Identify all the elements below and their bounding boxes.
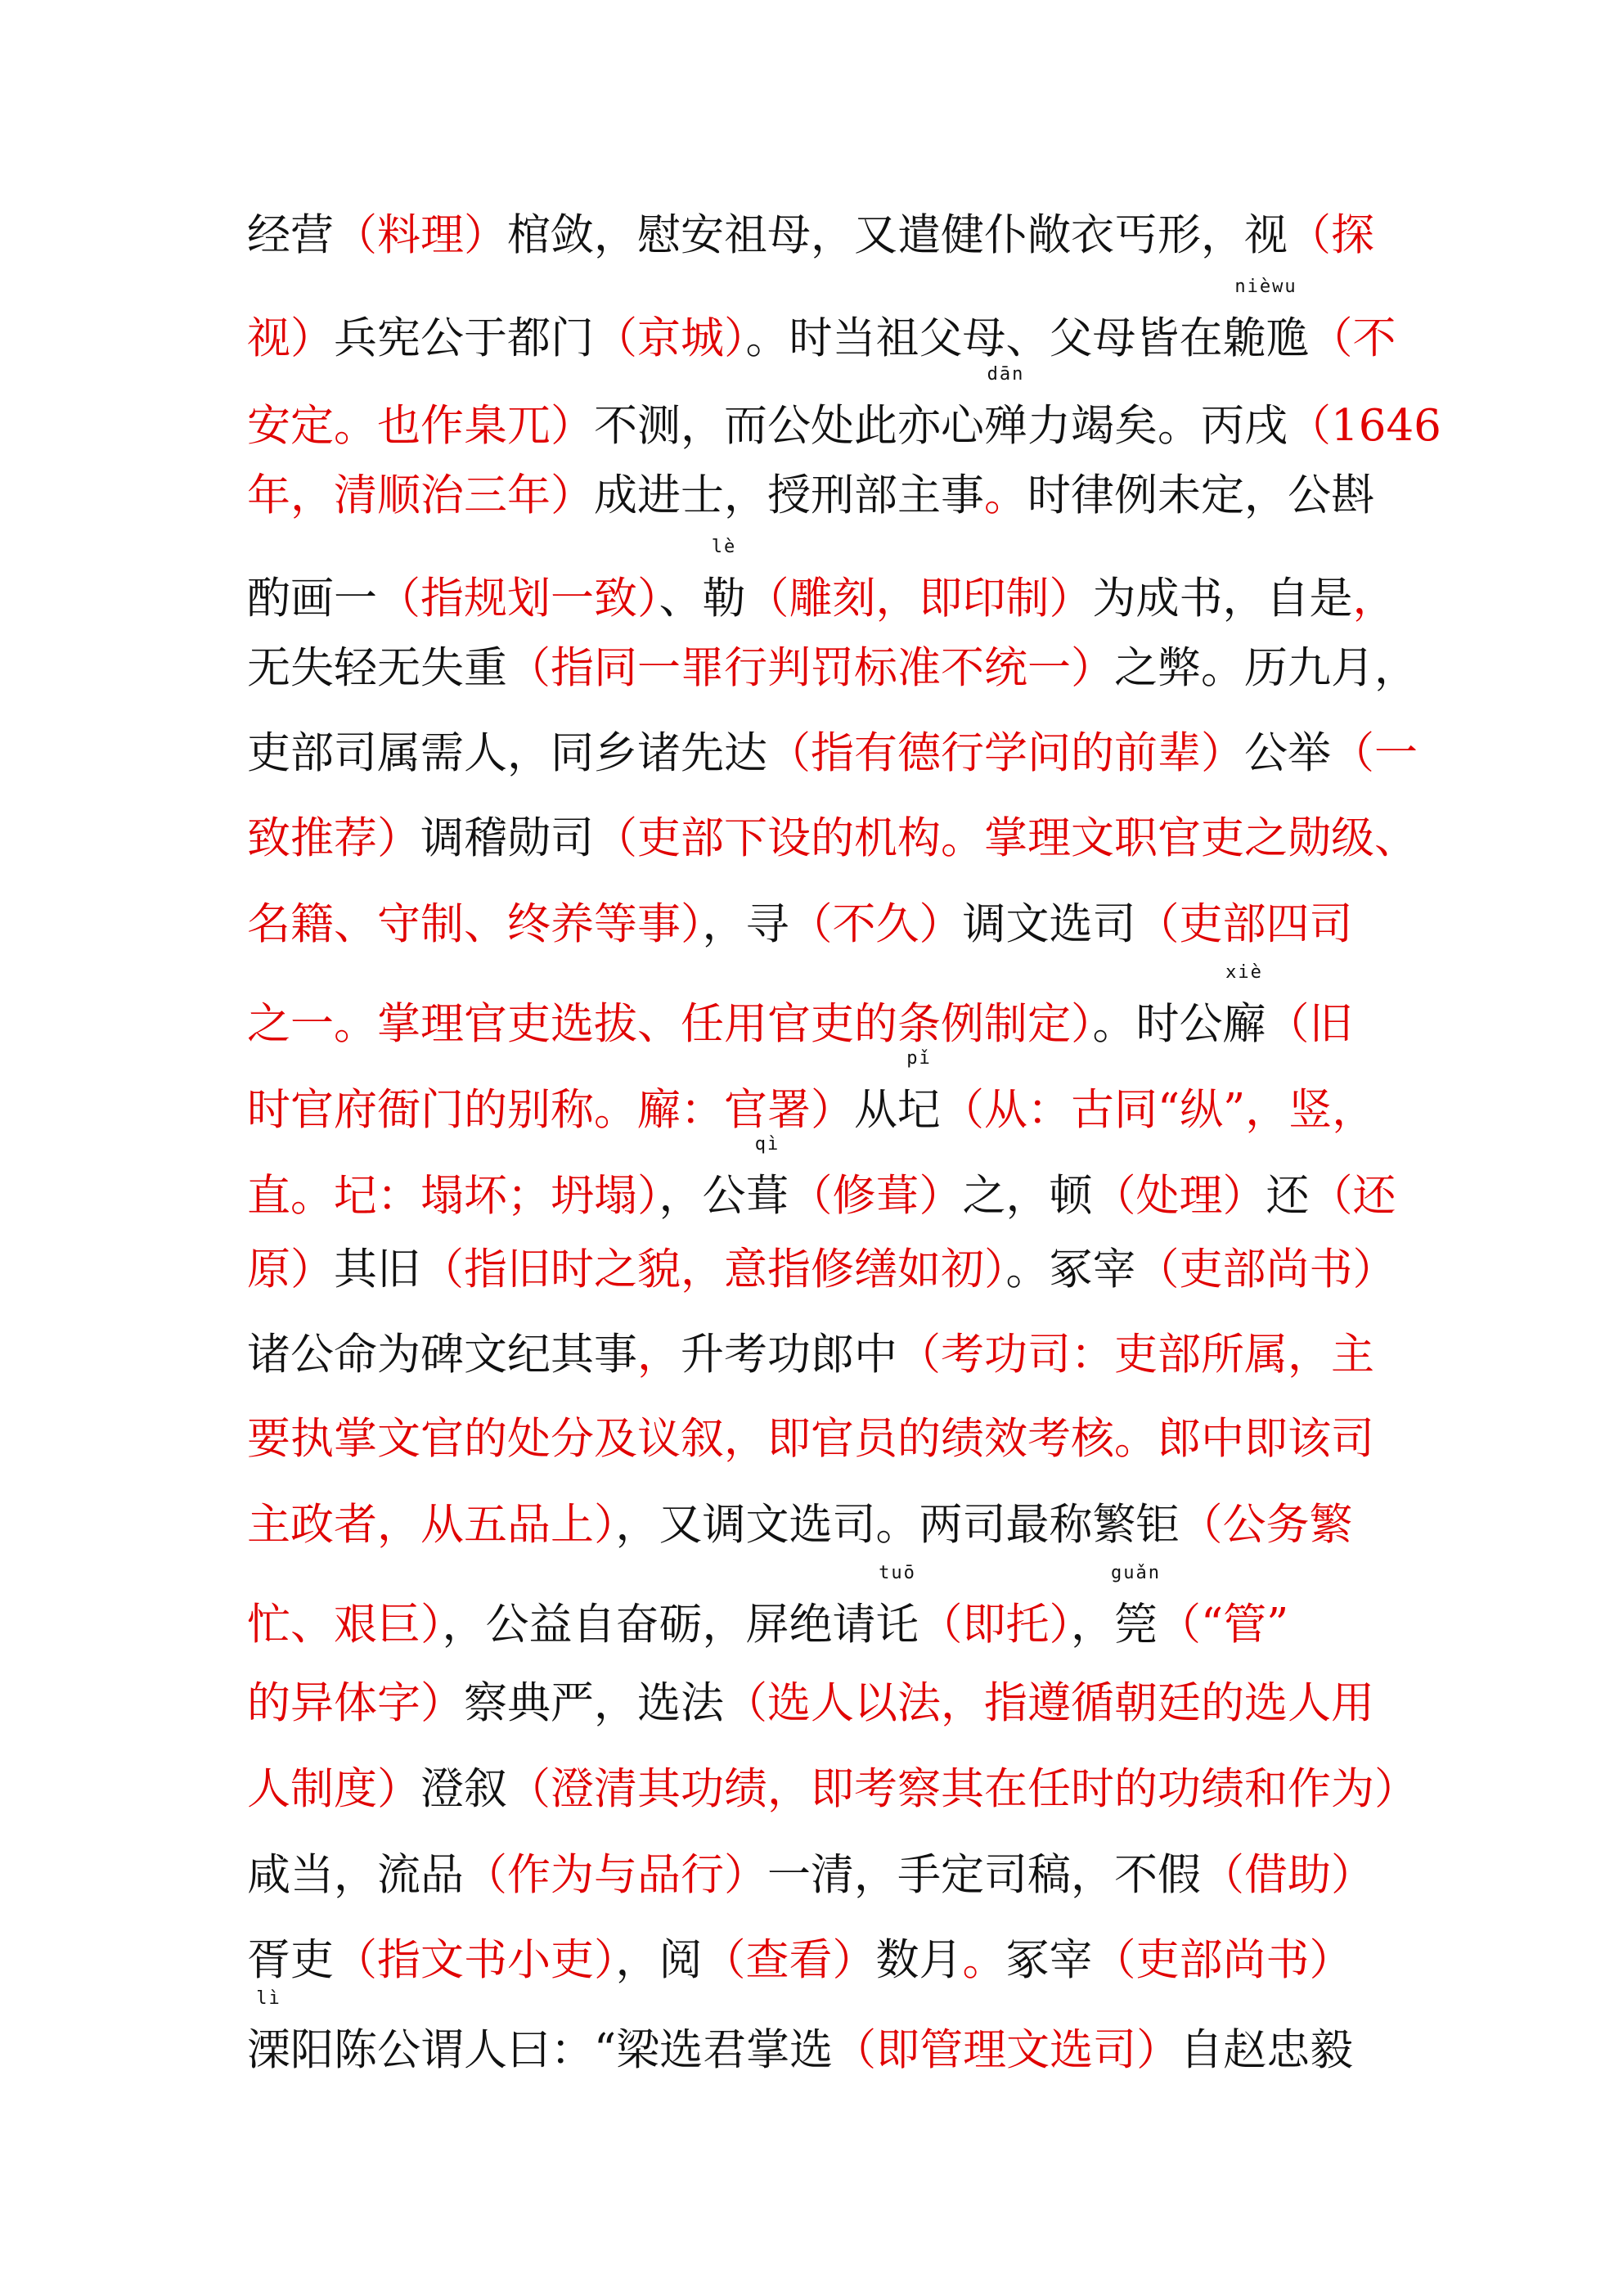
ruby-char — [1222, 962, 1266, 1051]
annotation-segment: （查看） — [702, 1935, 876, 1985]
text-line-11 — [247, 1048, 1384, 1137]
pinyin-annotation: dān — [987, 364, 1025, 385]
annotation-segment: （澄清其功绩，即考察其在任时的功绩和作为） — [507, 1764, 1418, 1814]
annotation-segment: （即托） — [919, 1600, 1071, 1650]
text-segment: 无失轻无失重 — [247, 643, 507, 693]
text-segment: ，阅 — [615, 1935, 703, 1985]
annotation-segment: 时官府衙门的别称。廨：官署） — [247, 1085, 854, 1135]
text-segment: 、 — [659, 574, 703, 624]
annotation-segment: （公务繁 — [1179, 1500, 1353, 1550]
text-segment: 经营 — [247, 210, 334, 260]
text-segment: 自赵忠毅 — [1180, 2025, 1354, 2075]
pinyin-annotation: qì — [754, 1134, 780, 1155]
text-segment: ，公 — [659, 1171, 746, 1221]
text-line-8 — [247, 813, 1418, 865]
ruby-char — [875, 1563, 919, 1651]
annotation-segment: （一 — [1331, 728, 1418, 778]
text-segment: 升考功郎中 — [681, 1330, 897, 1380]
annotation-segment: （吏部尚书） — [1135, 1245, 1396, 1294]
ruby-base-text: 廨 — [1222, 999, 1266, 1049]
annotation-segment: ， — [637, 1330, 681, 1380]
ruby-base-text: 讬 — [875, 1600, 919, 1650]
text-segment: 还 — [1266, 1171, 1310, 1221]
annotation-segment: 。 — [984, 470, 1027, 520]
text-segment: 其旧 — [334, 1245, 420, 1294]
text-segment: 察典严，选法 — [464, 1678, 724, 1728]
annotation-segment: 。 — [962, 1935, 1006, 1985]
annotation-segment: （探 — [1288, 210, 1374, 260]
ruby-char — [897, 1048, 941, 1137]
text-segment: ，寻 — [702, 899, 789, 949]
text-line-15 — [247, 1413, 1384, 1465]
ruby-char — [1111, 1563, 1161, 1651]
annotation-segment: （1646 — [1288, 401, 1441, 451]
text-line-7 — [247, 727, 1418, 780]
ruby-base-text: 葺 — [745, 1171, 789, 1221]
annotation-segment: （指同一罪行判罚标准不统一） — [507, 643, 1114, 693]
annotation-segment: （选人以法，指遵循朝廷的选人用 — [724, 1678, 1374, 1728]
text-segment: 兵宪公于都门 — [334, 313, 594, 363]
pinyin-annotation: xiè — [1225, 962, 1263, 983]
ruby-char — [1136, 1499, 1180, 1551]
text-segment: 为成书，自是 — [1092, 574, 1353, 624]
annotation-segment: 要执掌文官的处分及议叙，即官员的绩效考核。郎中即该司 — [247, 1414, 1374, 1464]
text-segment: 。冢宰 — [1005, 1245, 1136, 1294]
annotation-segment: 主政者，从五品上） — [247, 1500, 616, 1550]
annotation-segment: （考功司：吏部所属，主 — [897, 1330, 1374, 1380]
annotation-segment: ， — [1352, 574, 1396, 624]
ruby-base-text: 圮 — [897, 1085, 941, 1135]
annotation-segment: 人制度） — [247, 1764, 420, 1814]
ruby-base-text: 臲卼 — [1222, 313, 1310, 363]
text-segment: 从 — [854, 1085, 897, 1135]
annotation-segment: （吏部四司 — [1135, 899, 1353, 949]
ruby-char — [247, 1988, 290, 2077]
text-segment: 吏部司属需人，同乡诸先达 — [247, 728, 767, 778]
annotation-segment: 名籍、守制、终养等事） — [247, 899, 703, 949]
annotation-segment: （从：古同“纵”，竖， — [941, 1085, 1376, 1135]
annotation-segment: 安定。也作臬兀） — [247, 401, 594, 451]
ruby-char — [984, 364, 1027, 452]
annotation-segment: 年，清顺治三年） — [247, 470, 594, 520]
text-line-10 — [247, 962, 1384, 1051]
text-segment: 诸公命为碑文纪其事 — [247, 1330, 637, 1380]
text-segment: 棺敛，慰安祖母，又遣健仆敞衣丐形，视 — [507, 210, 1288, 260]
text-segment: 力竭矣。丙戌 — [1027, 401, 1288, 451]
text-segment: 公举 — [1244, 728, 1331, 778]
text-segment: 。时公 — [1092, 999, 1223, 1049]
text-segment: 胥吏 — [247, 1935, 334, 1985]
annotation-segment: （修葺） — [789, 1171, 963, 1221]
text-segment: ，又调文选司。两司最称繁 — [615, 1500, 1136, 1550]
text-line-12 — [247, 1134, 1396, 1222]
text-segment: 之，顿 — [962, 1171, 1093, 1221]
text-line-3 — [247, 364, 1441, 452]
text-segment: 咸当，流品 — [247, 1850, 464, 1900]
text-line-14 — [247, 1329, 1384, 1381]
text-segment: 时律例未定，公斟 — [1027, 470, 1374, 520]
text-line-13 — [247, 1244, 1396, 1296]
text-line-18 — [247, 1677, 1384, 1730]
pinyin-annotation: lì — [256, 1988, 281, 2009]
pinyin-annotation: tuō — [879, 1563, 916, 1583]
text-line-5 — [247, 537, 1396, 625]
text-segment: ，公益自奋砺，屏绝请 — [442, 1600, 876, 1650]
ruby-base-text: 溧 — [247, 2025, 290, 2075]
text-segment: 不测，而公处此亦心 — [594, 401, 984, 451]
annotation-segment: （即管理文选司） — [833, 2025, 1180, 2075]
text-segment: 之弊。历九月， — [1114, 643, 1418, 693]
pinyin-annotation: guǎn — [1111, 1563, 1161, 1583]
annotation-segment: （指旧时之貌，意指修缮如初） — [420, 1245, 1006, 1294]
text-segment: 成进士，授刑部主事 — [594, 470, 984, 520]
text-line-16 — [247, 1499, 1384, 1551]
ruby-char — [1222, 277, 1310, 365]
text-line-1 — [247, 209, 1384, 262]
text-segment: 澄叙 — [420, 1764, 507, 1814]
pinyin-annotation: pǐ — [906, 1048, 932, 1069]
text-line-19 — [247, 1763, 1418, 1816]
text-line-17 — [247, 1563, 1384, 1651]
text-line-22 — [247, 1988, 1384, 2077]
text-segment: 调稽勋司 — [420, 813, 594, 863]
text-segment: 阳陈公谓人曰：“梁选君掌选 — [290, 2025, 834, 2075]
annotation-segment: （指有德行学问的前辈） — [767, 728, 1244, 778]
text-line-21 — [247, 1934, 1384, 1987]
ruby-base-text: 筦 — [1114, 1600, 1158, 1650]
annotation-segment: 原） — [247, 1245, 334, 1294]
annotation-segment: 直。圮：塌坏；坍塌） — [247, 1171, 659, 1221]
text-line-20 — [247, 1849, 1384, 1902]
annotation-segment: （料理） — [334, 210, 507, 260]
text-segment: 调文选司 — [962, 899, 1136, 949]
ruby-base-text: 殚 — [984, 401, 1027, 451]
text-segment: 数月 — [875, 1935, 963, 1985]
text-segment: 酌画一 — [247, 574, 377, 624]
text-line-9 — [247, 898, 1384, 951]
ruby-char — [702, 537, 746, 625]
annotation-segment: （还 — [1309, 1171, 1396, 1221]
annotation-segment: （吏部下设的机构。掌理文职官吏之勋级、 — [594, 813, 1418, 863]
annotation-segment: 之一。掌理官吏选拔、任用官吏的条例制定） — [247, 999, 1093, 1049]
annotation-segment: （京城） — [594, 313, 746, 363]
annotation-segment: 致推荐） — [247, 813, 420, 863]
text-segment: 冢宰 — [1005, 1935, 1093, 1985]
annotation-segment: （指文书小吏） — [334, 1935, 616, 1985]
annotation-segment: （吏部尚书） — [1092, 1935, 1353, 1985]
pinyin-annotation: nièwu — [1234, 277, 1297, 297]
annotation-segment: （处理） — [1092, 1171, 1266, 1221]
annotation-segment: （旧 — [1266, 999, 1353, 1049]
ruby-base-text: 勒 — [702, 574, 746, 624]
ruby-base-text: 钜 — [1135, 1500, 1180, 1550]
text-line-6 — [247, 642, 1418, 695]
annotation-segment: （“管” — [1158, 1600, 1289, 1650]
annotation-segment: 视） — [247, 313, 334, 363]
pinyin-annotation: lè — [711, 537, 737, 557]
annotation-segment: （借助） — [1201, 1850, 1374, 1900]
annotation-segment: （不 — [1309, 313, 1396, 363]
text-segment: ， — [1071, 1600, 1114, 1650]
annotation-segment: （雕刻，即印制） — [745, 574, 1093, 624]
annotation-segment: （作为与品行） — [464, 1850, 767, 1900]
text-segment: 一清，手定司稿，不假 — [767, 1850, 1201, 1900]
text-line-4 — [247, 470, 1384, 522]
text-segment: 。时当祖父母、父母皆在 — [745, 313, 1223, 363]
ruby-char — [745, 1134, 789, 1222]
annotation-segment: （不久） — [789, 899, 963, 949]
annotation-segment: 忙、艰巨） — [247, 1600, 443, 1650]
text-line-2 — [247, 277, 1396, 365]
annotation-segment: （指规划一致） — [377, 574, 659, 624]
annotation-segment: 的异体字） — [247, 1678, 464, 1728]
